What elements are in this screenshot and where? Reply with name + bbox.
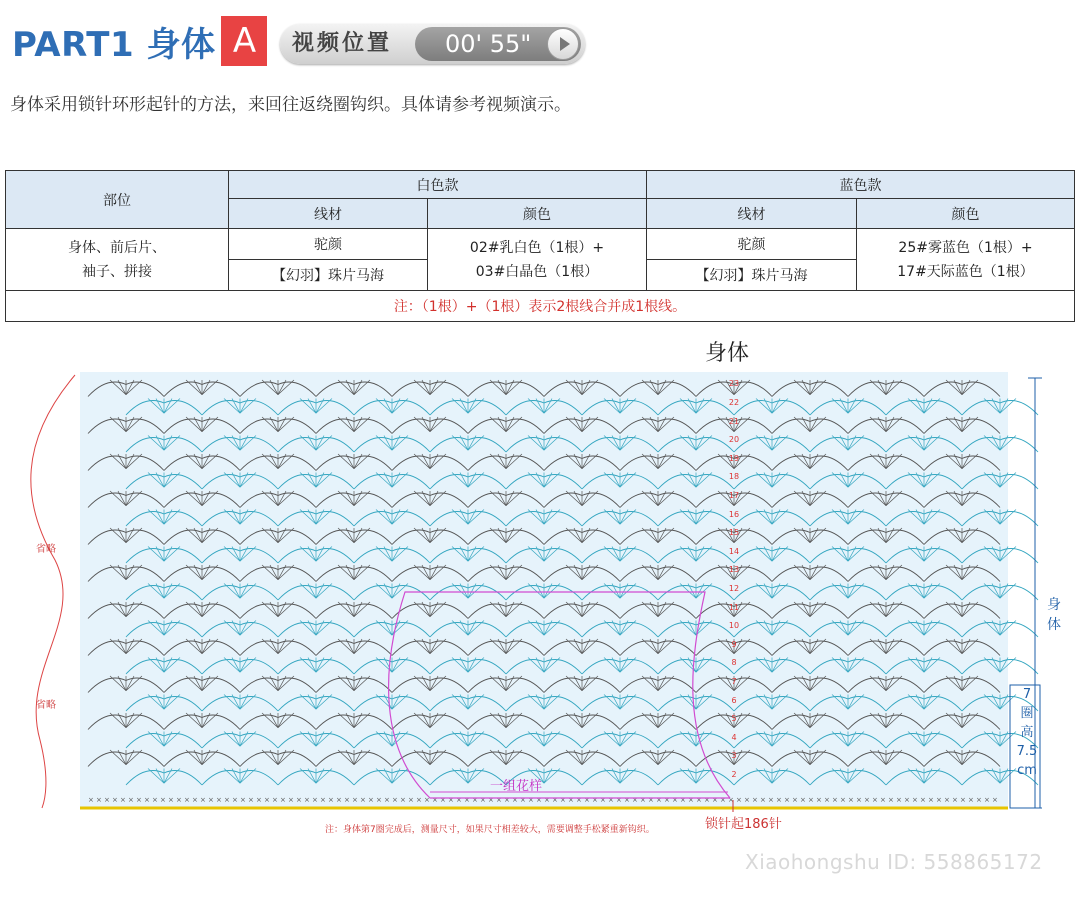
row-number: 4	[731, 732, 737, 742]
row-number: 8	[731, 658, 737, 668]
svg-text:×: ×	[696, 796, 702, 804]
row-number: 6	[731, 695, 737, 705]
svg-text:×: ×	[712, 796, 718, 804]
svg-text:×: ×	[416, 796, 422, 804]
svg-text:×: ×	[704, 796, 710, 804]
svg-text:×: ×	[664, 796, 670, 804]
svg-text:×: ×	[680, 796, 686, 804]
svg-text:×: ×	[408, 796, 414, 804]
svg-text:×: ×	[784, 796, 790, 804]
body-height-label: 身体	[1047, 597, 1061, 633]
svg-text:×: ×	[176, 796, 182, 804]
svg-text:×: ×	[832, 796, 838, 804]
svg-text:×: ×	[424, 796, 430, 804]
svg-text:×: ×	[816, 796, 822, 804]
svg-text:×: ×	[112, 796, 118, 804]
svg-text:×: ×	[656, 796, 662, 804]
svg-text:×: ×	[552, 796, 558, 804]
svg-text:×: ×	[392, 796, 398, 804]
blue-yarn-1: 驼颜	[647, 229, 857, 260]
svg-text:×: ×	[504, 796, 510, 804]
part-letter-badge: A	[221, 16, 267, 66]
svg-text:×: ×	[184, 796, 190, 804]
svg-text:×: ×	[336, 796, 342, 804]
white-color-header: 颜色	[428, 199, 647, 229]
svg-text:×: ×	[208, 796, 214, 804]
svg-text:×: ×	[648, 796, 654, 804]
svg-text:×: ×	[984, 796, 990, 804]
svg-text:×: ×	[632, 796, 638, 804]
rows-label-line: 7	[1022, 687, 1032, 702]
starting-chain-label: 锁针起186针	[705, 817, 782, 832]
row-number: 11	[728, 602, 740, 612]
row-number: 3	[731, 751, 737, 761]
group-blue-header: 蓝色款	[647, 171, 1075, 199]
svg-text:×: ×	[744, 796, 750, 804]
blue-color-header: 颜色	[857, 199, 1075, 229]
svg-text:×: ×	[232, 796, 238, 804]
svg-text:×: ×	[640, 796, 646, 804]
svg-text:×: ×	[592, 796, 598, 804]
crochet-pattern-graphic	[0, 330, 1080, 902]
row-number: 12	[728, 584, 740, 593]
rows-label-line: 高	[1020, 725, 1034, 740]
svg-text:×: ×	[256, 796, 262, 804]
row-number: 19	[728, 453, 740, 463]
row-number: 10	[728, 621, 740, 631]
svg-text:×: ×	[464, 796, 470, 804]
svg-text:×: ×	[776, 796, 782, 804]
rows-label-line: cm	[1017, 763, 1037, 778]
row-number: 13	[728, 565, 740, 575]
svg-text:×: ×	[960, 796, 966, 804]
group-white-header: 白色款	[229, 171, 647, 199]
row-number: 5	[731, 714, 737, 724]
row-number: 18	[728, 472, 740, 482]
row-number: 22	[728, 398, 740, 407]
omit-label-1: 省略	[36, 544, 56, 555]
white-color-line-2: 03#白晶色（1根）	[475, 263, 599, 280]
blue-color-line-1: 25#雾蓝色（1根）+	[898, 239, 1033, 256]
svg-text:×: ×	[488, 796, 494, 804]
svg-text:×: ×	[296, 796, 302, 804]
svg-text:×: ×	[952, 796, 958, 804]
svg-text:×: ×	[152, 796, 158, 804]
svg-text:×: ×	[104, 796, 110, 804]
svg-text:×: ×	[872, 796, 878, 804]
svg-text:×: ×	[928, 796, 934, 804]
svg-text:×: ×	[448, 796, 454, 804]
svg-text:×: ×	[160, 796, 166, 804]
row-number: 23	[728, 379, 740, 389]
chart-footnote: 注：身体第7圈完成后，测量尺寸，如果尺寸相差较大，需要调整手松紧重新钩织。	[325, 825, 655, 835]
svg-text:×: ×	[368, 796, 374, 804]
part-header	[12, 16, 267, 66]
svg-text:×: ×	[800, 796, 806, 804]
svg-text:×: ×	[320, 796, 326, 804]
play-icon[interactable]	[547, 28, 579, 60]
svg-text:×: ×	[936, 796, 942, 804]
row-number: 21	[728, 416, 740, 426]
svg-text:×: ×	[528, 796, 534, 804]
svg-text:×: ×	[560, 796, 566, 804]
svg-text:×: ×	[120, 796, 126, 804]
svg-text:×: ×	[544, 796, 550, 804]
blue-yarn-header: 线材	[647, 199, 857, 229]
svg-text:×: ×	[856, 796, 862, 804]
pattern-repeat-label: 一组花样	[490, 779, 543, 794]
svg-text:×: ×	[400, 796, 406, 804]
video-timestamp: 00' 55"	[445, 30, 532, 58]
row-number: 16	[728, 509, 740, 519]
svg-text:×: ×	[768, 796, 774, 804]
white-yarn-1: 驼颜	[229, 229, 428, 260]
svg-text:×: ×	[216, 796, 222, 804]
svg-text:×: ×	[608, 796, 614, 804]
svg-text:×: ×	[240, 796, 246, 804]
svg-text:×: ×	[312, 796, 318, 804]
blue-yarn-2: 【幻羽】珠片马海	[647, 260, 857, 291]
svg-text:×: ×	[920, 796, 926, 804]
video-time-box[interactable]	[415, 27, 581, 61]
svg-text:×: ×	[360, 796, 366, 804]
rows-label-line: 圈	[1020, 706, 1034, 721]
svg-text:×: ×	[128, 796, 134, 804]
intro-text: 身体采用锁针环形起针的方法，来回往返绕圈钩织。具体请参考视频演示。	[10, 95, 571, 115]
row-number: 14	[728, 546, 740, 556]
svg-text:×: ×	[376, 796, 382, 804]
part-line-1: 身体、前后片、	[68, 239, 166, 256]
svg-text:×: ×	[512, 796, 518, 804]
svg-text:×: ×	[720, 796, 726, 804]
svg-text:×: ×	[888, 796, 894, 804]
svg-text:×: ×	[728, 796, 734, 804]
svg-text:×: ×	[536, 796, 542, 804]
svg-text:×: ×	[848, 796, 854, 804]
svg-text:×: ×	[344, 796, 350, 804]
svg-text:×: ×	[976, 796, 982, 804]
svg-text:×: ×	[968, 796, 974, 804]
svg-text:×: ×	[616, 796, 622, 804]
svg-text:×: ×	[808, 796, 814, 804]
svg-text:×: ×	[384, 796, 390, 804]
blue-color-cell	[857, 229, 1075, 291]
rows-label-line: 7.5	[1016, 744, 1038, 759]
white-color-cell	[428, 229, 647, 291]
svg-text:×: ×	[224, 796, 230, 804]
svg-text:×: ×	[600, 796, 606, 804]
svg-text:×: ×	[144, 796, 150, 804]
row-number: 20	[728, 435, 740, 445]
svg-text:×: ×	[496, 796, 502, 804]
blue-color-line-2: 17#天际蓝色（1根）	[897, 263, 1034, 280]
svg-text:×: ×	[992, 796, 998, 804]
svg-text:×: ×	[584, 796, 590, 804]
svg-text:×: ×	[440, 796, 446, 804]
row-number: 17	[728, 491, 740, 500]
svg-text:×: ×	[840, 796, 846, 804]
svg-text:×: ×	[96, 796, 102, 804]
svg-text:×: ×	[736, 796, 742, 804]
svg-text:×: ×	[944, 796, 950, 804]
white-color-line-1: 02#乳白色（1根）+	[469, 239, 605, 256]
svg-text:×: ×	[520, 796, 526, 804]
svg-text:×: ×	[280, 796, 286, 804]
svg-text:×: ×	[824, 796, 830, 804]
seven-rows-label	[1012, 685, 1042, 780]
svg-text:×: ×	[568, 796, 574, 804]
svg-text:×: ×	[264, 796, 270, 804]
omit-label-2: 省略	[36, 700, 56, 711]
svg-text:×: ×	[456, 796, 462, 804]
svg-text:×: ×	[472, 796, 478, 804]
white-yarn-header: 线材	[229, 199, 428, 229]
svg-text:×: ×	[288, 796, 294, 804]
svg-text:×: ×	[576, 796, 582, 804]
svg-text:×: ×	[88, 796, 94, 804]
svg-text:×: ×	[864, 796, 870, 804]
chart-title: 身体	[705, 341, 750, 366]
yarn-spec-table	[5, 170, 1075, 322]
svg-text:×: ×	[480, 796, 486, 804]
white-yarn-2: 【幻羽】珠片马海	[229, 260, 428, 291]
svg-text:×: ×	[912, 796, 918, 804]
svg-text:×: ×	[904, 796, 910, 804]
svg-text:×: ×	[624, 796, 630, 804]
svg-text:×: ×	[752, 796, 758, 804]
svg-text:×: ×	[200, 796, 206, 804]
crochet-chart	[0, 330, 1080, 902]
table-note: 注：（1根）+（1根）表示2根线合并成1根线。	[6, 291, 1075, 322]
row-number: 2	[731, 770, 737, 779]
svg-text:×: ×	[272, 796, 278, 804]
svg-text:×: ×	[896, 796, 902, 804]
row-number: 7	[731, 677, 737, 686]
part-title: PART1 身体	[12, 24, 216, 65]
svg-text:×: ×	[880, 796, 886, 804]
svg-text:×: ×	[688, 796, 694, 804]
video-position-pill[interactable]	[280, 24, 585, 64]
part-cell	[6, 229, 229, 291]
svg-text:×: ×	[760, 796, 766, 804]
svg-text:×: ×	[432, 796, 438, 804]
svg-text:×: ×	[248, 796, 254, 804]
video-position-label: 视频位置	[292, 31, 393, 56]
svg-text:×: ×	[304, 796, 310, 804]
watermark: Xiaohongshu ID: 558865172	[745, 850, 1043, 874]
svg-text:×: ×	[136, 796, 142, 804]
svg-text:×: ×	[792, 796, 798, 804]
svg-text:×: ×	[328, 796, 334, 804]
svg-text:×: ×	[352, 796, 358, 804]
row-number: 9	[731, 639, 737, 649]
col-part-header: 部位	[6, 171, 229, 229]
part-line-2: 袖子、拼接	[82, 263, 152, 280]
svg-text:×: ×	[168, 796, 174, 804]
svg-text:×: ×	[192, 796, 198, 804]
svg-text:×: ×	[672, 796, 678, 804]
row-number: 15	[728, 528, 740, 538]
